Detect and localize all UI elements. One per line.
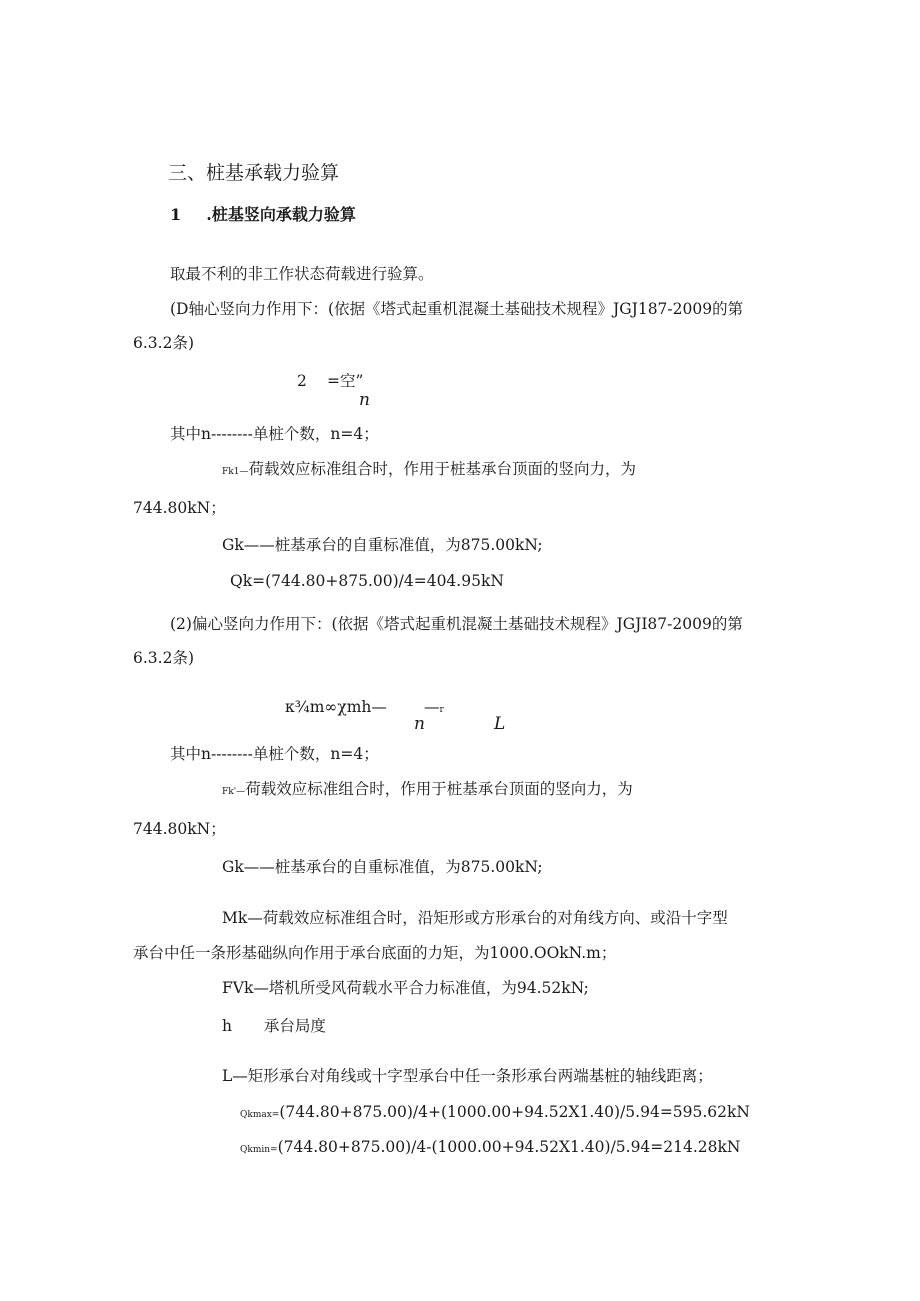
qkmin-label: Qkmin= bbox=[240, 1145, 278, 1155]
case2-formula-fraction bbox=[424, 697, 444, 720]
case1-formula-right: =空” bbox=[327, 372, 364, 390]
case2-h-text: 承台局度 bbox=[263, 1017, 326, 1035]
case1-fk-text: 荷载效应标准组合时，作用于桩基承台顶面的竖向力，为 bbox=[248, 460, 636, 478]
case1-fk-definition bbox=[222, 459, 636, 482]
subsection-number: 1 bbox=[170, 205, 182, 224]
case2-fk-text: 荷载效应标准组合时，作用于桩基承台顶面的竖向力，为 bbox=[245, 780, 633, 798]
case1-heading: (D轴心竖向力作用下：(依据《塔式起重机混凝土基础技术规程》JGJ187-2009的第 bbox=[170, 300, 744, 318]
case2-mk-definition-1: Mk—荷载效应标准组合时，沿矩形或方形承台的对角线方向、或沿十字型 bbox=[222, 909, 728, 927]
case2-qkmax-calculation bbox=[240, 1102, 750, 1125]
case2-fvk-definition: FVk—塔机所受风荷载水平合力标准值，为94.52kN; bbox=[222, 979, 589, 997]
case2-formula-sub: r bbox=[439, 705, 444, 715]
case1-gk-definition: Gk——桩基承台的自重标准值，为875.00kN; bbox=[222, 536, 543, 554]
case2-n-definition: 其中n--------单桩个数，n=4； bbox=[170, 745, 379, 763]
case2-formula-n: n bbox=[414, 714, 425, 734]
subsection-heading bbox=[170, 205, 356, 225]
case2-formula-dash: — bbox=[424, 698, 440, 716]
case2-formula-main: κ¾m∞χmh— bbox=[285, 698, 387, 716]
case2-fk-symbol: Fk'— bbox=[222, 787, 246, 797]
case1-n-definition: 其中n--------单桩个数，n=4； bbox=[170, 425, 379, 443]
case2-l-definition: L—矩形承台对角线或十字型承台中任一条形承台两端基桩的轴线距离； bbox=[222, 1067, 713, 1085]
case2-fk-definition bbox=[222, 779, 633, 802]
case1-formula-left: 2 bbox=[297, 372, 307, 390]
case2-mk-definition-2: 承台中任一条形基础纵向作用于承台底面的力矩，为1000.OOkN.m； bbox=[133, 944, 617, 962]
case1-heading-cont: 6.3.2条) bbox=[133, 334, 194, 352]
case2-gk-definition: Gk——桩基承台的自重标准值，为875.00kN; bbox=[222, 858, 543, 876]
case1-formula-n: n bbox=[359, 390, 370, 410]
subsection-title: .桩基竖向承载力验算 bbox=[206, 205, 356, 224]
qkmax-label: Qkmax= bbox=[240, 1110, 280, 1120]
qkmin-value: (744.80+875.00)/4-(1000.00+94.52X1.40)/5.94=214.28kN bbox=[277, 1138, 741, 1156]
case2-fk-value: 744.80kN； bbox=[133, 820, 226, 838]
case1-qk-calculation: Qk=(744.80+875.00)/4=404.95kN bbox=[230, 572, 504, 590]
case1-fk-symbol: Fk1— bbox=[222, 467, 249, 477]
case2-qkmin-calculation bbox=[240, 1137, 740, 1160]
case2-formula-L: L bbox=[494, 714, 506, 734]
case2-heading: (2)偏心竖向力作用下：(依据《塔式起重机混凝土基础技术规程》JGJI87-2009的第 bbox=[170, 615, 743, 633]
qkmax-value: (744.80+875.00)/4+(1000.00+94.52X1.40)/5.94=595.62kN bbox=[279, 1103, 750, 1121]
section-title: 三、桩基承载力验算 bbox=[168, 162, 340, 184]
intro-text: 取最不利的非工作状态荷载进行验算。 bbox=[170, 265, 434, 283]
case2-h-definition bbox=[222, 1016, 326, 1036]
case1-fk-value: 744.80kN； bbox=[133, 499, 226, 517]
case2-h-symbol: h bbox=[222, 1017, 232, 1035]
case2-heading-cont: 6.3.2条) bbox=[133, 649, 194, 667]
